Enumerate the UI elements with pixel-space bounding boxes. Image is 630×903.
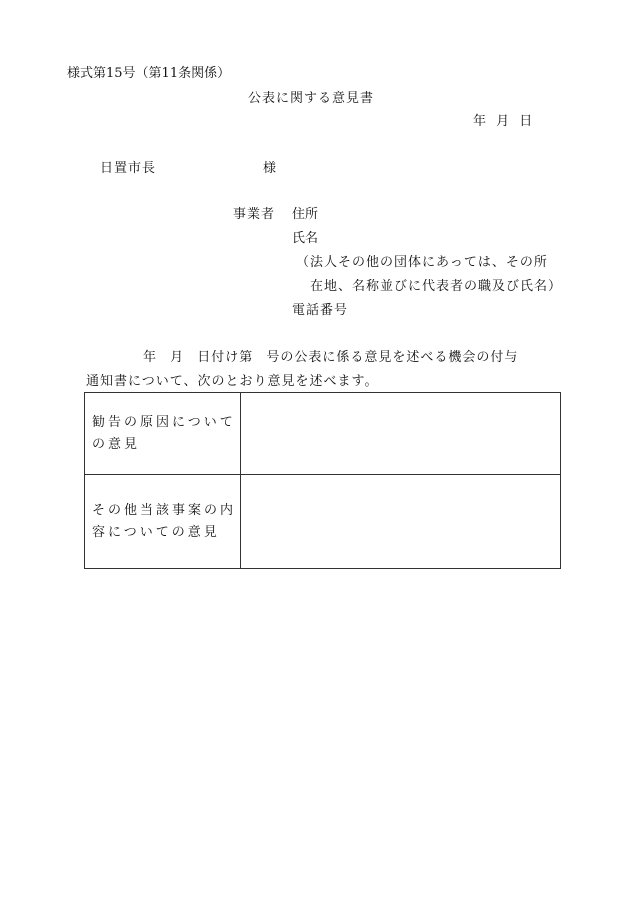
opinion-label-cause: 勧告の原因についての意見 [85, 393, 241, 475]
phone-label: 電話番号 [292, 303, 349, 318]
addressee: 日置市長 [100, 161, 157, 176]
address-label: 住所 [292, 207, 319, 222]
opinion-field-cause[interactable] [241, 393, 561, 475]
opinion-table [84, 392, 561, 569]
honorific: 様 [263, 161, 277, 176]
opinion-field-other[interactable] [241, 475, 561, 569]
sender-role: 事業者 [233, 207, 276, 222]
name-label: 氏名 [292, 231, 319, 246]
body-line-2: 通知書について、次のとおり意見を述べます。 [86, 374, 379, 389]
corporate-note-line-2: 在地、名称並びに代表者の職及び氏名） [310, 279, 563, 294]
table-row [85, 475, 561, 569]
opinion-label-other: その他当該事案の内容についての意見 [85, 475, 241, 569]
table-row [85, 393, 561, 475]
document-title: 公表に関する意見書 [248, 91, 375, 106]
body-line-1: 年 月 日付け第 号の公表に係る意見を述べる機会の付与 [143, 350, 519, 365]
corporate-note-line-1: （法人その他の団体にあっては、その所 [296, 255, 548, 270]
form-number: 様式第15号（第11条関係） [67, 66, 231, 81]
date-line: 年 月 日 [473, 114, 533, 129]
